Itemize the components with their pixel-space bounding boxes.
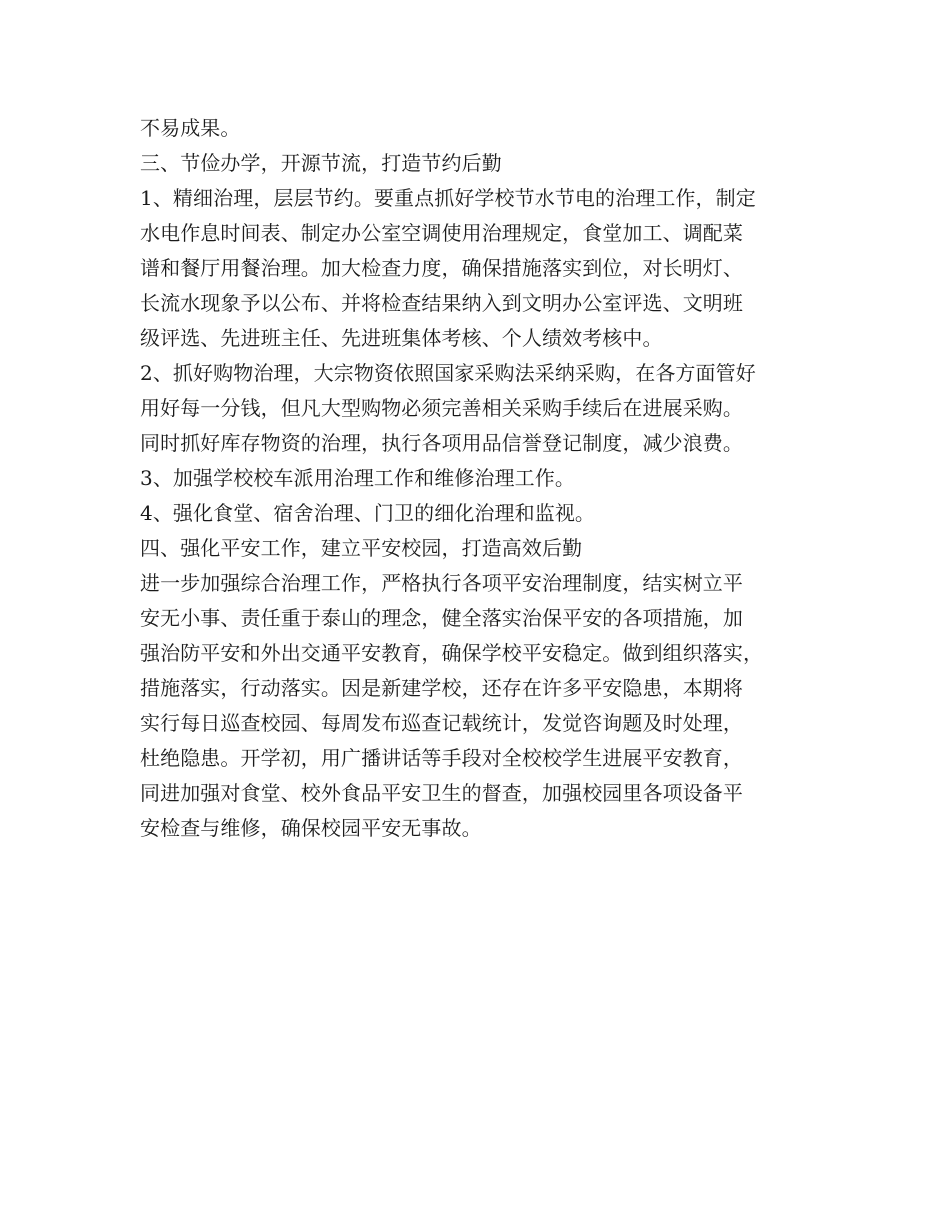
text-line: 强治防平安和外出交通平安教育，确保学校平安稳定。做到组织落实， (140, 641, 764, 665)
text-line: 4、强化食堂、宿舍治理、门卫的细化治理和监视。 (140, 501, 596, 525)
text-line: 措施落实，行动落实。因是新建学校，还存在许多平安隐患，本期将 (140, 676, 743, 700)
document-body (140, 111, 830, 846)
text-line: 同时抓好库存物资的治理，执行各项用品信誉登记制度，减少浪费。 (140, 431, 743, 455)
text-line: 杜绝隐患。开学初，用广播讲话等手段对全校校学生进展平安教育， (140, 746, 743, 770)
text-line: 进一步加强综合治理工作，严格执行各项平安治理制度，结实树立平 (140, 571, 743, 595)
section-heading: 四、强化平安工作，建立平安校园，打造高效后勤 (140, 536, 583, 560)
text-line: 2、抓好购物治理，大宗物资依照国家采购法采纳采购，在各方面管好 (140, 361, 756, 385)
text-line: 3、加强学校校车派用治理工作和维修治理工作。 (140, 466, 575, 490)
text-line: 不易成果。 (140, 116, 241, 140)
text-line: 谱和餐厅用餐治理。加大检查力度，确保措施落实到位，对长明灯、 (140, 256, 743, 280)
text-line: 长流水现象予以公布、并将检查结果纳入到文明办公室评选、文明班 (140, 291, 743, 315)
text-line: 级评选、先进班主任、先进班集体考核、个人绩效考核中。 (140, 326, 663, 350)
text-line: 安无小事、责任重于泰山的理念，健全落实治保平安的各项措施，加 (140, 606, 743, 630)
text-line: 安检查与维修，确保校园平安无事故。 (140, 816, 482, 840)
text-line: 水电作息时间表、制定办公室空调使用治理规定，食堂加工、调配菜 (140, 221, 743, 245)
text-line: 实行每日巡查校园、每周发布巡查记载统计，发觉咨询题及时处理， (140, 711, 743, 735)
text-line: 用好每一分钱，但凡大型购物必须完善相关采购手续后在进展采购。 (140, 396, 743, 420)
section-heading: 三、节俭办学，开源节流，打造节约后勤 (140, 151, 502, 175)
text-line: 1、精细治理，层层节约。要重点抓好学校节水节电的治理工作，制定 (140, 186, 756, 210)
text-line: 同进加强对食堂、校外食品平安卫生的督查，加强校园里各项设备平 (140, 781, 743, 805)
